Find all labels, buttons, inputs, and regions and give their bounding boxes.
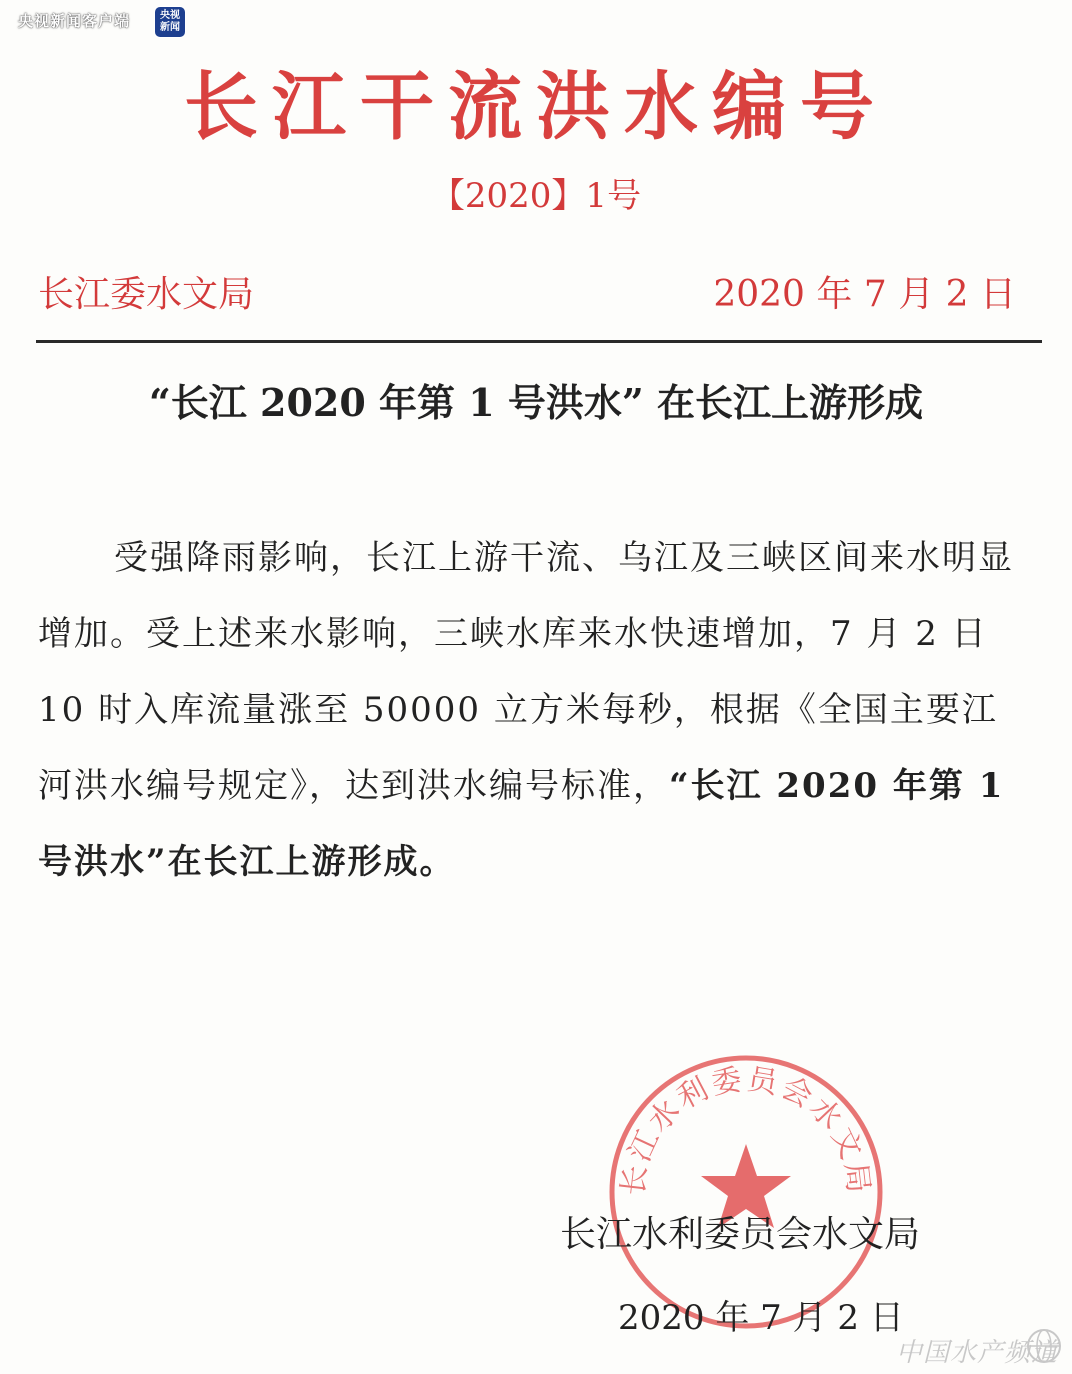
logo-line-1: 央视 [160, 10, 180, 21]
watermark-brand: 央视新闻客户端 [18, 12, 131, 30]
issuer-name: 长江委水文局 [38, 274, 255, 315]
headline: “长江 2020 年第 1 号洪水” 在长江上游形成 [148, 380, 924, 425]
issue-date: 2020 年 7 月 2 日 [713, 274, 1016, 315]
body-text-bold: “长江 2020 年第 1 号洪水” [38, 766, 1005, 882]
signature-organization: 长江水利委员会水文局 [560, 1214, 921, 1255]
header-divider [36, 340, 1042, 343]
body-paragraph [38, 520, 1028, 900]
seal-text: 长江水利委员会水文局 [615, 1061, 877, 1198]
document-title: 长江干流洪水编号 [184, 64, 888, 150]
document-number: 【2020】1号 [430, 176, 642, 216]
signature-date: 2020 年 7 月 2 日 [618, 1298, 904, 1338]
globe-icon [1024, 1326, 1064, 1366]
watermark-bottom: 中国水产频道 [896, 1338, 1059, 1368]
body-text-before: 受强降雨影响，长江上游干流、乌江及三峡区间来水明显增加。受上述来水影响，三峡水库来水快速增加，7 月 2 日 10 时入库流量涨至 50000 立方米每秒，根据《全国主要江河洪水编号规定》，达到洪水编号标准， [38, 538, 1014, 806]
logo-line-2: 新闻 [160, 22, 180, 33]
body-text-after: 在长江上游形成。 [167, 842, 456, 882]
cctv-news-logo [154, 6, 186, 38]
